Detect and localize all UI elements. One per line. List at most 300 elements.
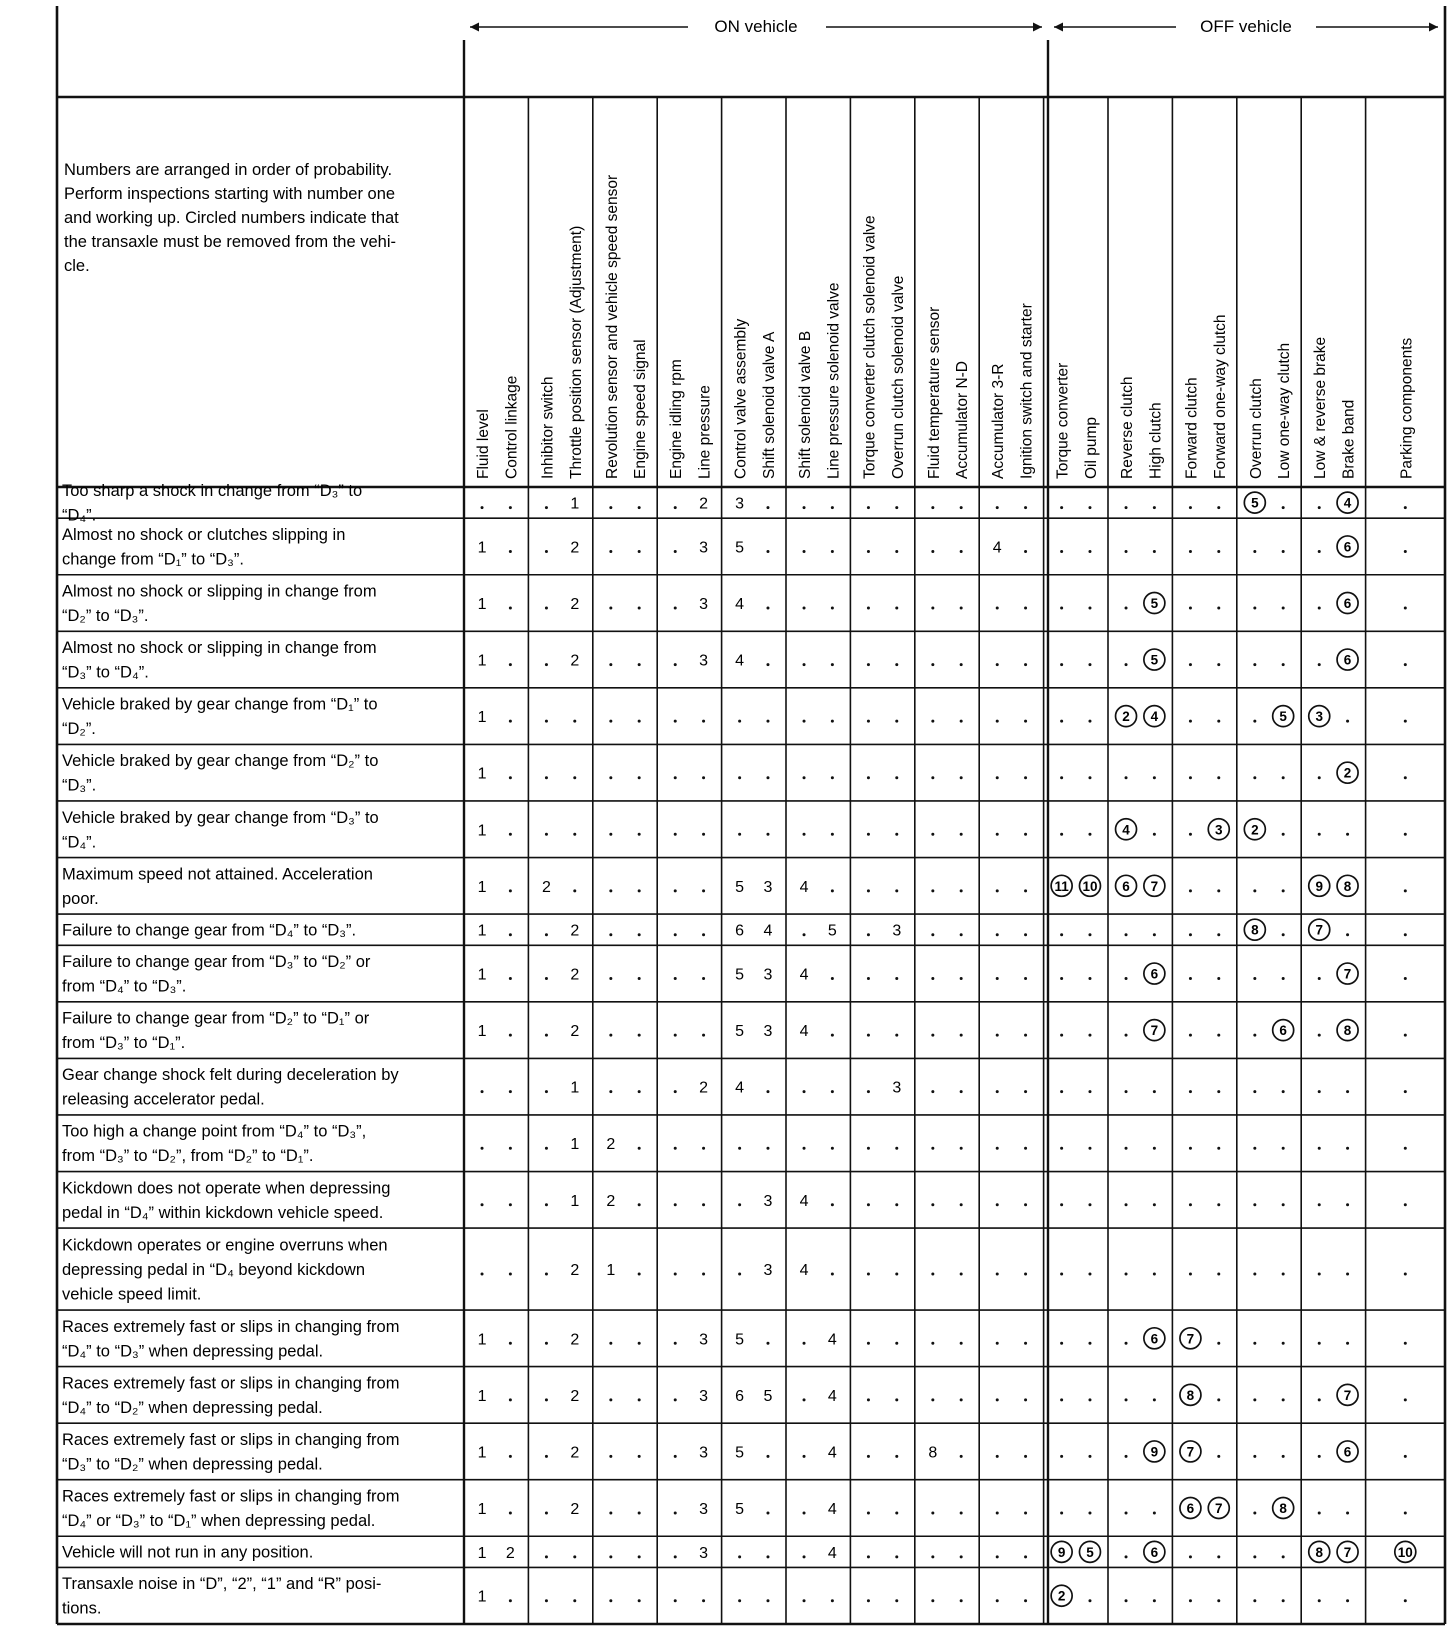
empty-cell-dot [1217, 1034, 1220, 1037]
empty-cell-dot [1346, 1147, 1349, 1150]
empty-cell-dot [545, 1273, 548, 1276]
empty-cell-dot [996, 933, 999, 936]
empty-cell-dot [545, 1455, 548, 1458]
empty-cell-dot [996, 1555, 999, 1558]
row-label: Maximum speed not attained. Acceleration [62, 865, 373, 884]
empty-cell-dot [996, 1034, 999, 1037]
circled-number [1051, 875, 1072, 896]
empty-cell-dot [638, 1511, 641, 1514]
empty-cell-dot [1404, 1147, 1407, 1150]
empty-cell-dot [895, 776, 898, 779]
empty-cell-dot [996, 1273, 999, 1276]
row-label: Failure to change gear from “D₃” to “D₂” or [62, 953, 371, 972]
empty-cell-dot [1282, 1455, 1285, 1458]
circled-number-value: 5 [1086, 1544, 1094, 1560]
circled-number-value: 8 [1251, 922, 1259, 938]
empty-cell-dot [638, 1555, 641, 1558]
row-label: Vehicle will not run in any position. [62, 1543, 314, 1562]
empty-cell-dot [931, 506, 934, 509]
cell-number: 4 [799, 878, 809, 896]
empty-cell-dot [895, 506, 898, 509]
empty-cell-dot [895, 1455, 898, 1458]
cell-number: 3 [763, 878, 773, 896]
empty-cell-dot [1404, 933, 1407, 936]
circled-number-value: 2 [1251, 822, 1259, 838]
circled-number [1244, 492, 1265, 513]
empty-cell-dot [1125, 933, 1128, 936]
empty-cell-dot [1088, 833, 1091, 836]
cell-number: 1 [477, 1444, 487, 1462]
cell-number: 8 [928, 1444, 938, 1462]
table-row [62, 953, 1407, 996]
row-label: Gear change shock felt during deceleration by [62, 1066, 399, 1085]
empty-cell-dot [867, 663, 870, 666]
circled-number [1337, 1020, 1358, 1041]
empty-cell-dot [1346, 1273, 1349, 1276]
column-headers [475, 175, 1415, 479]
cell-number: 4 [992, 539, 1002, 557]
empty-cell-dot [1125, 1273, 1128, 1276]
row-label: Almost no shock or slipping in change from [62, 582, 377, 601]
empty-cell-dot [867, 506, 870, 509]
empty-cell-dot [609, 663, 612, 666]
empty-cell-dot [831, 833, 834, 836]
empty-cell-dot [545, 1555, 548, 1558]
row-label: Races extremely fast or slips in changing from [62, 1374, 400, 1393]
empty-cell-dot [1318, 663, 1321, 666]
empty-cell-dot [509, 506, 512, 509]
empty-cell-dot [509, 933, 512, 936]
table-row [62, 809, 1407, 852]
empty-cell-dot [931, 933, 934, 936]
cell-number: 1 [477, 1023, 487, 1041]
empty-cell-dot [638, 977, 641, 980]
empty-cell-dot [509, 1273, 512, 1276]
empty-cell-dot [1253, 1203, 1256, 1206]
empty-cell-dot [1125, 663, 1128, 666]
empty-cell-dot [481, 1203, 484, 1206]
empty-cell-dot [545, 663, 548, 666]
empty-cell-dot [1024, 720, 1027, 723]
empty-cell-dot [1189, 1273, 1192, 1276]
empty-cell-dot [831, 1203, 834, 1206]
circled-number [1244, 819, 1265, 840]
row-label: poor. [62, 889, 99, 908]
empty-cell-dot [1088, 1599, 1091, 1602]
circled-number [1208, 819, 1229, 840]
empty-cell-dot [545, 1203, 548, 1206]
empty-cell-dot [1217, 1599, 1220, 1602]
circled-number-value: 11 [1054, 878, 1069, 894]
circled-number [1180, 1328, 1201, 1349]
empty-cell-dot [1282, 1342, 1285, 1345]
empty-cell-dot [545, 977, 548, 980]
empty-cell-dot [831, 506, 834, 509]
empty-cell-dot [1282, 1273, 1285, 1276]
empty-cell-dot [803, 550, 806, 553]
empty-cell-dot [573, 889, 576, 892]
empty-cell-dot [1088, 1511, 1091, 1514]
cell-number: 1 [570, 1192, 580, 1210]
empty-cell-dot [803, 1555, 806, 1558]
row-label: tions. [62, 1599, 102, 1618]
empty-cell-dot [1153, 1203, 1156, 1206]
empty-cell-dot [573, 1555, 576, 1558]
row-label: Transaxle noise in “D”, “2”, “1” and “R” posi- [62, 1575, 382, 1594]
empty-cell-dot [1346, 720, 1349, 723]
empty-cell-dot [509, 1203, 512, 1206]
empty-cell-dot [1088, 1147, 1091, 1150]
circled-number [1144, 963, 1165, 984]
empty-cell-dot [573, 720, 576, 723]
table-row [62, 1066, 1407, 1109]
circled-number-value: 6 [1279, 1023, 1287, 1039]
circled-number [1144, 1541, 1165, 1562]
empty-cell-dot [609, 1342, 612, 1345]
empty-cell-dot [996, 1090, 999, 1093]
empty-cell-dot [831, 607, 834, 610]
empty-cell-dot [831, 1599, 834, 1602]
cell-number: 4 [799, 1023, 809, 1041]
empty-cell-dot [867, 1555, 870, 1558]
empty-cell-dot [509, 720, 512, 723]
cell-number: 3 [699, 1500, 709, 1518]
empty-cell-dot [1282, 1555, 1285, 1558]
empty-cell-dot [1060, 776, 1063, 779]
row-label: change from “D₁” to “D₃”. [62, 550, 244, 569]
empty-cell-dot [831, 1090, 834, 1093]
empty-cell-dot [1404, 1034, 1407, 1037]
circled-number-value: 6 [1150, 1544, 1159, 1560]
cell-number: 3 [699, 652, 709, 670]
cell-number: 1 [477, 1544, 487, 1562]
empty-cell-dot [1088, 1273, 1091, 1276]
cell-number: 3 [699, 596, 709, 614]
empty-cell-dot [573, 1599, 576, 1602]
table-row [62, 919, 1407, 940]
empty-cell-dot [1153, 1147, 1156, 1150]
cell-number: 1 [477, 822, 487, 840]
empty-cell-dot [1088, 607, 1091, 610]
cell-number: 2 [505, 1544, 515, 1562]
column-header: Accumulator N-D [954, 361, 972, 479]
cell-number: 5 [763, 1387, 773, 1405]
empty-cell-dot [674, 1034, 677, 1037]
row-label: Races extremely fast or slips in changing from [62, 1430, 400, 1449]
empty-cell-dot [1253, 1342, 1256, 1345]
cell-number: 4 [827, 1544, 837, 1562]
table-row [62, 1318, 1407, 1361]
empty-cell-dot [674, 506, 677, 509]
empty-cell-dot [1318, 1203, 1321, 1206]
cell-number: 4 [735, 1079, 745, 1097]
empty-cell-dot [674, 1599, 677, 1602]
empty-cell-dot [638, 889, 641, 892]
cell-number: 1 [477, 1500, 487, 1518]
empty-cell-dot [996, 1342, 999, 1345]
empty-cell-dot [831, 720, 834, 723]
circled-number [1051, 1585, 1072, 1606]
empty-cell-dot [1060, 1147, 1063, 1150]
cell-number: 4 [799, 1262, 809, 1280]
empty-cell-dot [1125, 1147, 1128, 1150]
empty-cell-dot [638, 1455, 641, 1458]
empty-cell-dot [638, 776, 641, 779]
empty-cell-dot [766, 663, 769, 666]
empty-cell-dot [931, 889, 934, 892]
empty-cell-dot [609, 1555, 612, 1558]
empty-cell-dot [1060, 506, 1063, 509]
empty-cell-dot [831, 550, 834, 553]
row-label: Races extremely fast or slips in changing from [62, 1487, 400, 1506]
empty-cell-dot [1318, 1455, 1321, 1458]
circled-number [1144, 875, 1165, 896]
empty-cell-dot [509, 889, 512, 892]
empty-cell-dot [674, 933, 677, 936]
empty-cell-dot [1217, 1398, 1220, 1401]
empty-cell-dot [895, 607, 898, 610]
empty-cell-dot [1253, 1455, 1256, 1458]
note-line: Perform inspections starting with number one [64, 185, 396, 203]
circled-number [1116, 875, 1137, 896]
cell-number: 1 [606, 1262, 616, 1280]
empty-cell-dot [674, 776, 677, 779]
empty-cell-dot [1088, 776, 1091, 779]
column-header: Low one-way clutch [1276, 342, 1294, 479]
on-vehicle-label: ON vehicle [714, 17, 798, 36]
empty-cell-dot [1060, 720, 1063, 723]
empty-cell-dot [867, 933, 870, 936]
empty-cell-dot [1024, 607, 1027, 610]
column-header: High clutch [1147, 402, 1165, 479]
empty-cell-dot [996, 833, 999, 836]
empty-cell-dot [545, 607, 548, 610]
cell-number: 2 [606, 1136, 616, 1154]
empty-cell-dot [674, 607, 677, 610]
empty-cell-dot [674, 1511, 677, 1514]
empty-cell-dot [996, 1203, 999, 1206]
circled-number-value: 5 [1251, 495, 1259, 511]
empty-cell-dot [867, 1398, 870, 1401]
cell-number: 1 [477, 1331, 487, 1349]
empty-cell-dot [1253, 720, 1256, 723]
row-label: Races extremely fast or slips in changing from [62, 1317, 400, 1336]
row-label: from “D₃” to “D₂”, from “D₂” to “D₁”. [62, 1147, 314, 1166]
empty-cell-dot [1024, 1034, 1027, 1037]
circled-number [1208, 1497, 1229, 1518]
circled-number-value: 8 [1343, 878, 1352, 894]
empty-cell-dot [1217, 1455, 1220, 1458]
empty-cell-dot [1282, 1147, 1285, 1150]
cell-number: 2 [570, 1331, 580, 1349]
empty-cell-dot [1253, 776, 1256, 779]
empty-cell-dot [766, 1555, 769, 1558]
empty-cell-dot [931, 977, 934, 980]
circled-number-value: 2 [1122, 709, 1130, 725]
empty-cell-dot [1088, 1342, 1091, 1345]
circled-number [1337, 1541, 1358, 1562]
empty-cell-dot [1217, 1203, 1220, 1206]
circled-number [1337, 649, 1358, 670]
empty-cell-dot [545, 833, 548, 836]
empty-cell-dot [702, 720, 705, 723]
circled-number-value: 6 [1343, 596, 1352, 612]
empty-cell-dot [674, 977, 677, 980]
empty-cell-dot [545, 933, 548, 936]
empty-cell-dot [1189, 776, 1192, 779]
cell-number: 2 [570, 652, 580, 670]
circled-number [1309, 1541, 1330, 1562]
empty-cell-dot [960, 889, 963, 892]
empty-cell-dot [674, 720, 677, 723]
empty-cell-dot [481, 1090, 484, 1093]
cell-number: 6 [735, 1387, 745, 1405]
empty-cell-dot [1060, 1034, 1063, 1037]
circled-number [1144, 649, 1165, 670]
empty-cell-dot [1024, 1147, 1027, 1150]
empty-cell-dot [738, 720, 741, 723]
empty-cell-dot [831, 889, 834, 892]
cell-number: 5 [735, 1331, 745, 1349]
circled-number-value: 9 [1150, 1444, 1159, 1460]
empty-cell-dot [1346, 1090, 1349, 1093]
empty-cell-dot [509, 663, 512, 666]
empty-cell-dot [867, 1511, 870, 1514]
empty-cell-dot [766, 550, 769, 553]
empty-cell-dot [1060, 1398, 1063, 1401]
circled-number-value: 6 [1150, 966, 1159, 982]
empty-cell-dot [1189, 1090, 1192, 1093]
empty-cell-dot [1253, 1273, 1256, 1276]
circled-number [1337, 593, 1358, 614]
row-label: Failure to change gear from “D₄” to “D₃”. [62, 921, 357, 940]
cell-number: 3 [699, 1544, 709, 1562]
row-label: “D₄” to “D₂” when depressing pedal. [62, 1398, 323, 1417]
empty-cell-dot [738, 1599, 741, 1602]
circled-number-value: 4 [1343, 495, 1352, 511]
empty-cell-dot [1404, 1599, 1407, 1602]
empty-cell-dot [867, 1147, 870, 1150]
empty-cell-dot [1282, 506, 1285, 509]
empty-cell-dot [1153, 1398, 1156, 1401]
empty-cell-dot [1253, 1034, 1256, 1037]
empty-cell-dot [960, 1147, 963, 1150]
empty-cell-dot [1125, 1511, 1128, 1514]
row-label: “D₄”. [62, 833, 97, 852]
empty-cell-dot [545, 1599, 548, 1602]
row-label: “D₄”. [62, 506, 97, 525]
empty-cell-dot [702, 977, 705, 980]
circled-number-value: 8 [1315, 1544, 1323, 1560]
empty-cell-dot [609, 607, 612, 610]
empty-cell-dot [1217, 1147, 1220, 1150]
empty-cell-dot [1060, 1342, 1063, 1345]
empty-cell-dot [674, 1555, 677, 1558]
empty-cell-dot [960, 1273, 963, 1276]
cell-number: 4 [735, 596, 745, 614]
empty-cell-dot [674, 889, 677, 892]
cell-number: 5 [735, 966, 745, 984]
empty-cell-dot [996, 607, 999, 610]
column-header: Line pressure solenoid valve [825, 282, 843, 479]
empty-cell-dot [1153, 1273, 1156, 1276]
empty-cell-dot [1024, 933, 1027, 936]
column-header: Low & reverse brake [1312, 336, 1330, 479]
empty-cell-dot [867, 720, 870, 723]
circled-number-value: 6 [1150, 1331, 1159, 1347]
empty-cell-dot [803, 506, 806, 509]
circled-number-value: 7 [1215, 1500, 1223, 1516]
empty-cell-dot [638, 933, 641, 936]
empty-cell-dot [1088, 1090, 1091, 1093]
column-header: Reverse clutch [1119, 376, 1137, 479]
empty-cell-dot [803, 1342, 806, 1345]
empty-cell-dot [931, 1203, 934, 1206]
column-header: Revolution sensor and vehicle speed sensor [603, 174, 621, 479]
empty-cell-dot [766, 1342, 769, 1345]
cell-number: 1 [477, 652, 487, 670]
empty-cell-dot [1282, 1203, 1285, 1206]
empty-cell-dot [867, 550, 870, 553]
empty-cell-dot [803, 776, 806, 779]
empty-cell-dot [1282, 776, 1285, 779]
empty-cell-dot [1217, 1342, 1220, 1345]
cell-number: 2 [570, 1444, 580, 1462]
circled-number-value: 5 [1150, 652, 1159, 668]
empty-cell-dot [738, 1273, 741, 1276]
empty-cell-dot [803, 833, 806, 836]
empty-cell-dot [1282, 663, 1285, 666]
row-label: Vehicle braked by gear change from “D₂” to [62, 752, 379, 771]
empty-cell-dot [1318, 833, 1321, 836]
cell-number: 1 [570, 1079, 580, 1097]
empty-cell-dot [931, 776, 934, 779]
circled-number [1079, 875, 1100, 896]
cell-number: 2 [699, 495, 709, 513]
table-row [62, 1541, 1416, 1562]
empty-cell-dot [1024, 1555, 1027, 1558]
empty-cell-dot [1153, 933, 1156, 936]
empty-cell-dot [1189, 607, 1192, 610]
circled-number-value: 7 [1343, 1387, 1352, 1403]
empty-cell-dot [895, 663, 898, 666]
empty-cell-dot [1060, 607, 1063, 610]
cell-number: 3 [699, 1387, 709, 1405]
cell-number: 4 [827, 1444, 837, 1462]
column-header: Control linkage [503, 375, 521, 479]
column-header: Oil pump [1082, 416, 1100, 479]
empty-cell-dot [1189, 1599, 1192, 1602]
cell-number: 1 [477, 539, 487, 557]
empty-cell-dot [638, 833, 641, 836]
cell-number: 1 [477, 878, 487, 896]
empty-cell-dot [931, 1034, 934, 1037]
empty-cell-dot [1217, 977, 1220, 980]
empty-cell-dot [674, 1090, 677, 1093]
cell-number: 5 [735, 1023, 745, 1041]
note-line: Numbers are arranged in order of probability. [64, 161, 393, 179]
empty-cell-dot [638, 720, 641, 723]
empty-cell-dot [738, 1203, 741, 1206]
cell-number: 4 [799, 1192, 809, 1210]
empty-cell-dot [1318, 1342, 1321, 1345]
empty-cell-dot [609, 1398, 612, 1401]
cell-number: 1 [477, 966, 487, 984]
empty-cell-dot [766, 776, 769, 779]
table-row [62, 639, 1407, 682]
table-row [62, 1575, 1407, 1618]
cell-number: 3 [735, 495, 745, 513]
